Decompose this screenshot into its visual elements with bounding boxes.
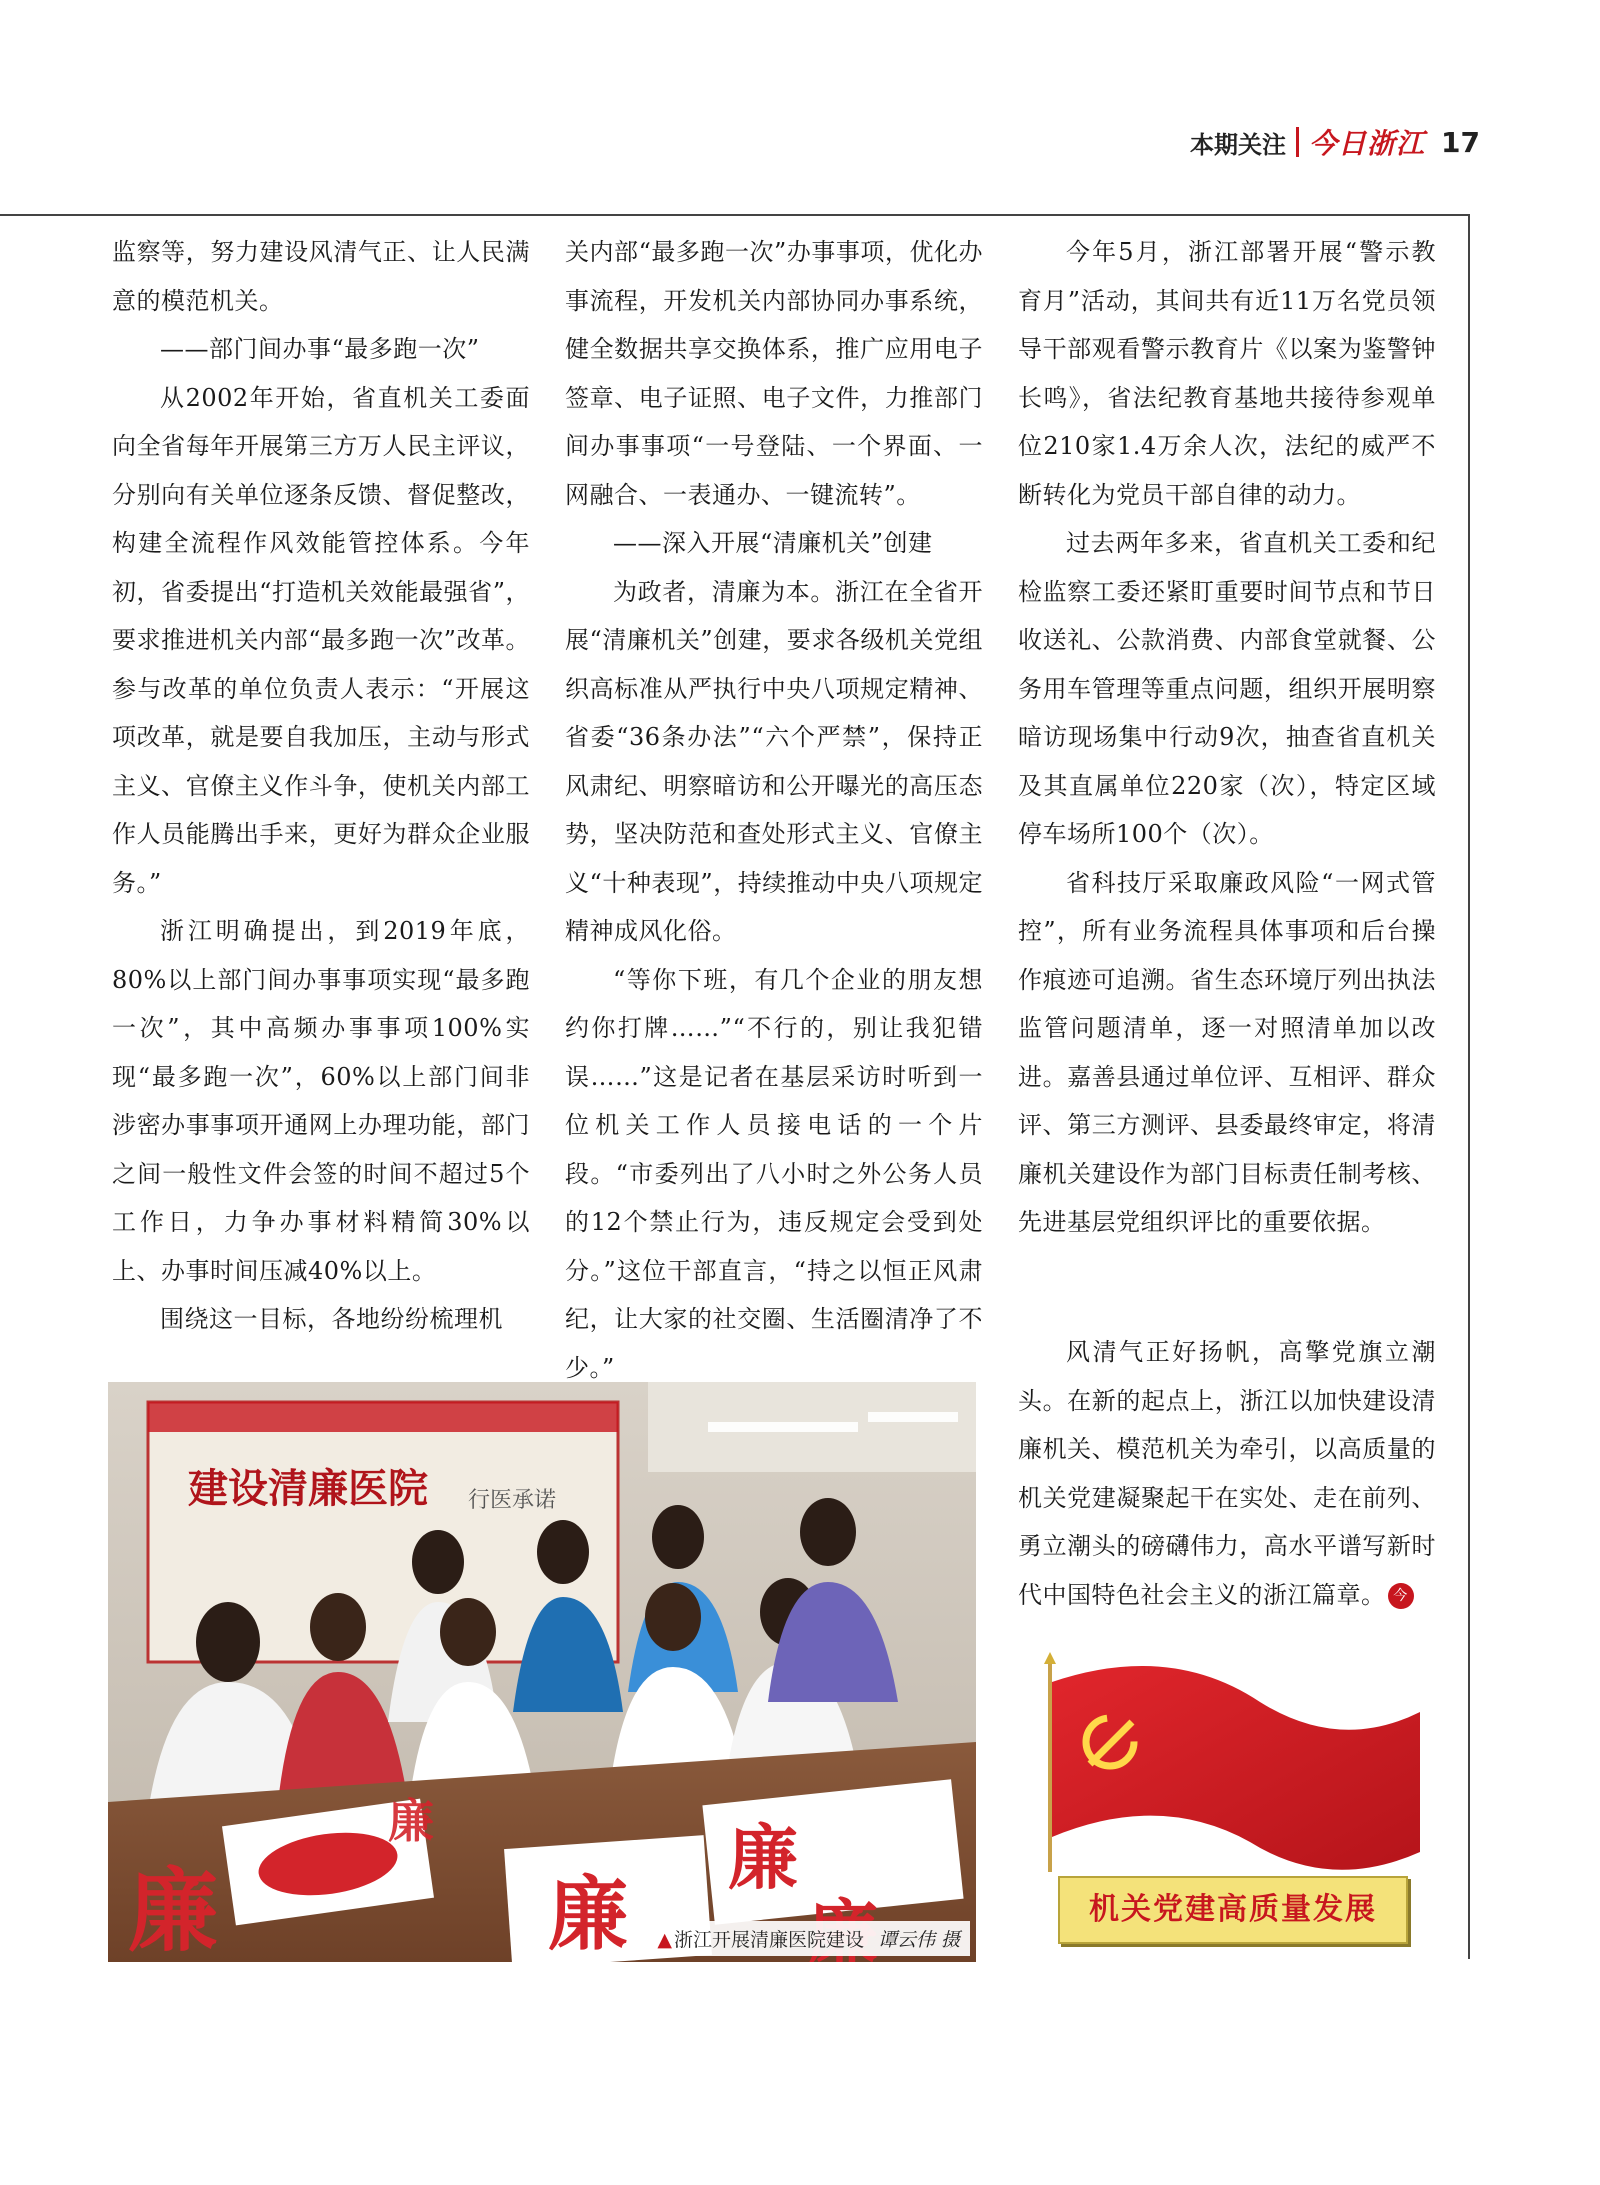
paragraph: 为政者，清廉为本。浙江在全省开展“清廉机关”创建，要求各级机关党组织高标准从严执行中央八项规定精神、省委“36条办法”“六个严禁”，保持正风肃纪、明察暗访和公开曝光的高压态势，坚决防范和查处形式主义、官僚主义“十种表现”，持续推动中央八项规定精神成风化俗。 xyxy=(565,577,983,945)
top-rule xyxy=(0,214,1470,216)
papercut-activity-photo xyxy=(108,1382,976,1962)
paragraph: 围绕这一目标，各地纷纷梳理机 xyxy=(160,1305,503,1333)
paragraph: “等你下班，有几个企业的朋友想约你打牌……”“不行的，别让我犯错误……”这是记者在基层采访时听到一位机关工作人员接电话的一个片段。“市委列出了八小时之外公务人员的12个禁止行为，违反规定会受到处分。”这位干部直言，“持之以恒正风肃纪，让大家的社交圈、生活圈清净了不少。” xyxy=(565,965,983,1382)
paragraph: 浙江明确提出，到2019年底，80%以上部门间办事事项实现“最多跑一次”，其中高频办事事项100%实现“最多跑一次”，60%以上部门间非涉密办事事项开通网上办理功能，部门之间一般性文件会签的时间不超过5个工作日，力争办事材料精简30%以上、办事时间压减40%以上。 xyxy=(112,917,530,1285)
right-rule xyxy=(1468,214,1470,1959)
header-divider xyxy=(1296,127,1299,157)
page-number: 17 xyxy=(1441,125,1480,159)
paragraph: 风清气正好扬帆，高擎党旗立潮头。在新的起点上，浙江以加快建设清廉机关、模范机关为牵引，以高质量的机关党建凝聚起干在实处、走在前列、勇立潮头的磅礴伟力，高水平谱写新时代中国特色社会主义的浙江篇章。 今 xyxy=(1018,1338,1436,1609)
news-photo xyxy=(108,1382,976,1962)
end-mark-icon: 今 xyxy=(1388,1583,1414,1609)
section-title: 本期关注 xyxy=(1190,130,1287,159)
slogan-badge: 机关党建高质量发展 xyxy=(1058,1876,1408,1944)
article-conclusion xyxy=(1018,1328,1436,1619)
banner-text-suffix: 行医承诺 xyxy=(468,1488,557,1513)
paragraph: 从2002年开始，省直机关工委面向全省每年开展第三方万人民主评议，分别向有关单位逐条反馈、督促整改，构建全流程作风效能管控体系。今年初，省委提出“打造机关效能最强省”，要求推进机关内部“最多跑一次”改革。参与改革的单位负责人表示：“开展这项改革，就是要自我加压，主动与形式主义、官僚主义作斗争，使机关内部工作人员能腾出手来，更好为群众企业服务。” xyxy=(112,383,530,897)
article-column-3 xyxy=(1018,228,1436,1247)
article-column-2 xyxy=(565,228,983,1392)
papercut-char-3: 廉 xyxy=(728,1816,798,1899)
article-column-1 xyxy=(112,228,530,1344)
caption-triangle-icon: ▲ xyxy=(657,1929,672,1951)
paragraph: 监察等，努力建设风清气正、让人民满意的模范机关。 xyxy=(112,238,530,315)
paragraph: 今年5月，浙江部署开展“警示教育月”活动，其间共有近11万名党员领导干部观看警示教育片《以案为鉴警钟长鸣》，省法纪教育基地共接待参观单位210家1.4万余人次，法纪的威严不断转化为党员干部自律的动力。 xyxy=(1018,238,1436,509)
photo-credit: 谭云伟 摄 xyxy=(877,1929,960,1951)
svg-text:廉: 廉 xyxy=(388,1794,434,1848)
paragraph: ——深入开展“清廉机关”创建 xyxy=(613,529,933,557)
magazine-logo: 今日浙江 xyxy=(1309,127,1426,160)
papercut-char-2: 廉 xyxy=(548,1867,628,1961)
paragraph: 关内部“最多跑一次”办事事项，优化办事流程，开发机关内部协同办事系统，健全数据共享交换体系，推广应用电子签章、电子证照、电子文件，力推部门间办事事项“一号登陆、一个界面、一网融合、一表通办、一键流转”。 xyxy=(565,238,983,509)
party-flag-icon xyxy=(1030,1652,1430,1882)
photo-caption xyxy=(647,1921,970,1956)
caption-text: 浙江开展清廉医院建设 xyxy=(673,1929,864,1951)
paragraph: 过去两年多来，省直机关工委和纪检监察工委还紧盯重要时间节点和节日收送礼、公款消费、内部食堂就餐、公务用车管理等重点问题，组织开展明察暗访现场集中行动9次，抽查省直机关及其直属单位220家（次），特定区域停车场所100个（次）。 xyxy=(1018,529,1436,848)
paragraph: 省科技厅采取廉政风险“一网式管控”，所有业务流程具体事项和后台操作痕迹可追溯。省生态环境厅列出执法监管问题清单，逐一对照清单加以改进。嘉善县通过单位评、互相评、群众评、第三方测评、县委最终审定，将清廉机关建设作为部门目标责任制考核、先进基层党组织评比的重要依据。 xyxy=(1018,868,1436,1236)
papercut-char-1: 廉 xyxy=(128,1858,218,1962)
paragraph: ——部门间办事“最多跑一次” xyxy=(160,335,480,363)
banner-text: 建设清廉医院 xyxy=(188,1465,428,1512)
page-header xyxy=(1190,122,1480,162)
